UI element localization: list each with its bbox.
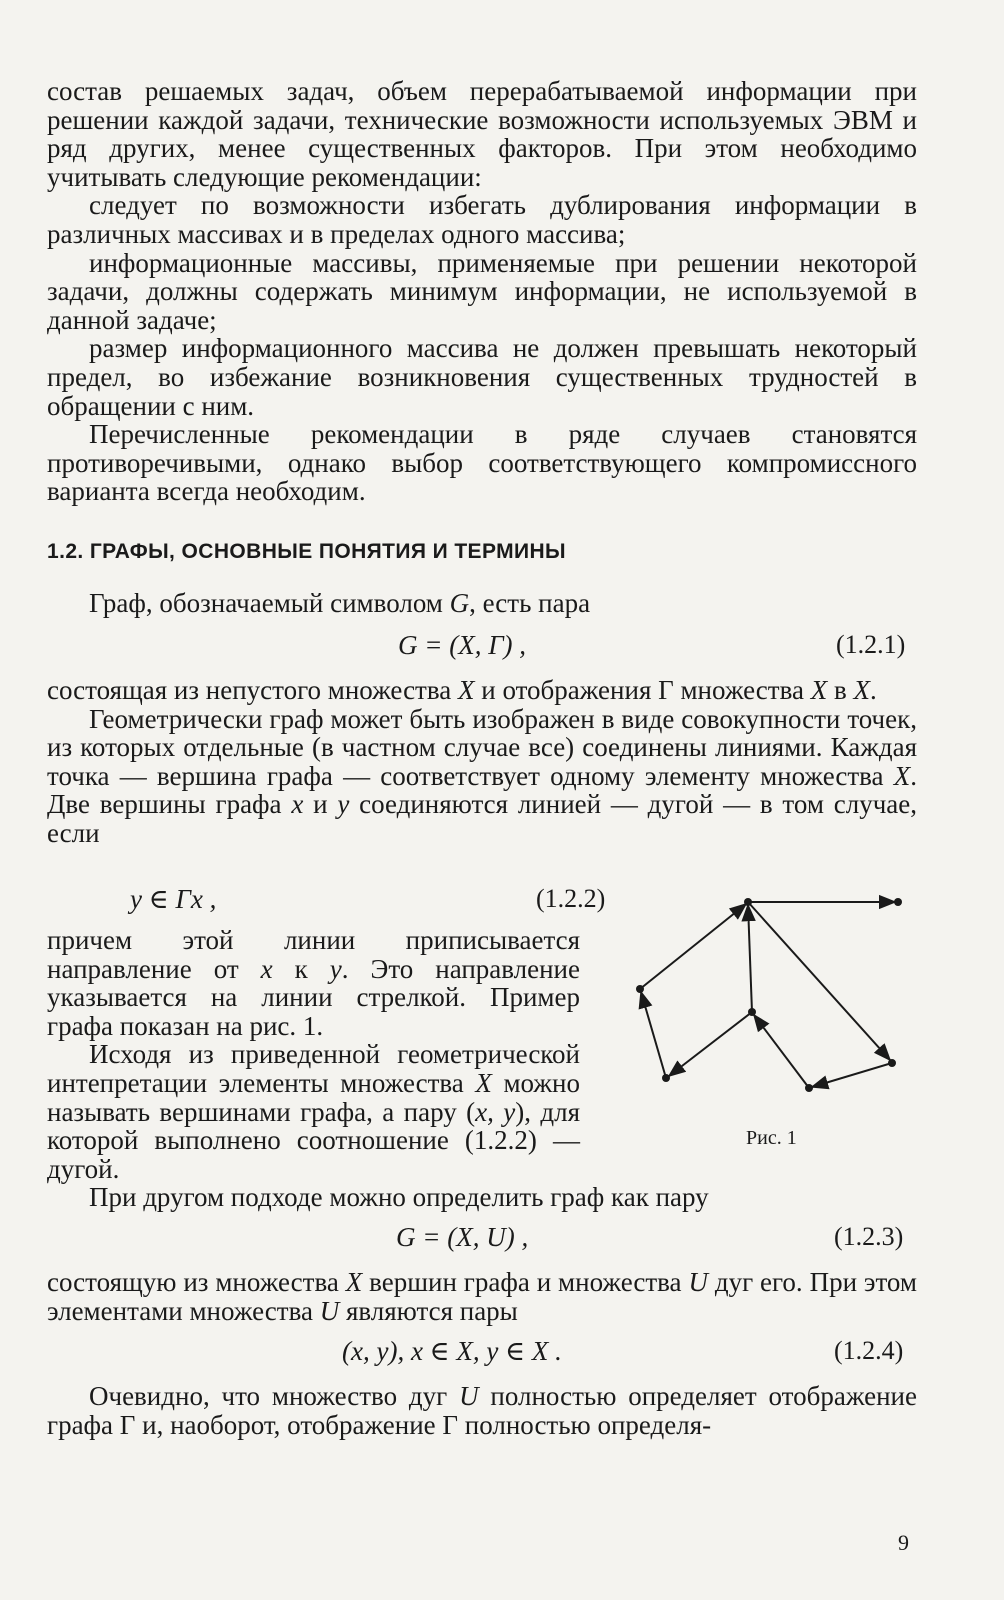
paragraph: При другом подходе можно определить граф как пару (89, 1182, 709, 1212)
text-span: Граф, обозначаемый символом (89, 588, 450, 618)
math-symbol: y (337, 789, 350, 820)
graph-arc (754, 1015, 809, 1088)
paragraph: информационные массивы, применяемые при решении некоторой задачи, должны содержать минимум информации, не используемой в данной задаче; (47, 247, 917, 335)
paragraph (47, 676, 917, 705)
graph-vertex (888, 1059, 896, 1067)
equation-number: (1.2.2) (536, 884, 606, 913)
graph-arc (812, 1063, 892, 1087)
mapping-block (47, 676, 917, 848)
text-span: являются пары (339, 1295, 518, 1326)
math-symbol: X (458, 675, 475, 705)
equation-1-2-4: (x, y), x ∈ X, y ∈ X . (342, 1336, 562, 1366)
graph-figure (628, 888, 918, 1098)
alternative-block (47, 1183, 917, 1212)
section-heading: 1.2. ГРАФЫ, ОСНОВНЫЕ ПОНЯТИЯ И ТЕРМИНЫ (47, 540, 566, 563)
graph-vertex (894, 898, 902, 906)
paragraph (47, 926, 580, 1040)
text-span: . Это направление указывается на линии стрелкой. Пример графа показан на рис. 1. (47, 953, 580, 1041)
graph-vertex (662, 1074, 670, 1082)
text-span: причем этой линии приписывается направление от (47, 925, 580, 984)
paragraph: состав решаемых задач, объем перерабатываемой информации при решении каждой задачи, технические возможности используемых ЭВМ и ряд других, менее существенных факторов. При этом необходимо учитывать следующие рекомендации: (47, 76, 917, 192)
equation-number: (1.2.1) (836, 630, 906, 659)
math-symbol: x (260, 953, 273, 984)
paragraph (47, 589, 917, 618)
graph-arc (640, 904, 746, 989)
text-span: . Две вершины графа (47, 760, 917, 820)
intro-block (47, 77, 917, 506)
graph-vertex (748, 1008, 756, 1016)
arcs-block (47, 1268, 917, 1325)
text-span: ), для которой выполнено соотношение (1.2.2) — дугой. (47, 1096, 581, 1184)
math-symbol: U (319, 1295, 340, 1326)
graph-arc (669, 1012, 752, 1076)
math-symbol: X (475, 1067, 492, 1098)
text-span: и отображения Г множества (474, 675, 811, 705)
text-span: . (869, 675, 877, 705)
graph-vertex (744, 898, 752, 906)
paragraph (47, 1040, 580, 1183)
text-span: можно называть вершинами графа, а пару ( (47, 1067, 580, 1127)
math-symbol: U (688, 1267, 708, 1297)
text-span: соединяются линией — дугой — в том случае, если (47, 789, 917, 848)
text-span: состоящую из множества (47, 1267, 346, 1297)
text-span: Геометрически граф может быть изображен в виде совокупности точек, из которых отдельные (в частном случае все) соединены линиями. Каждая точка — вершина графа — соответствует одному элементу множества (47, 703, 917, 791)
graph-arc (641, 992, 666, 1078)
equation-1-2-1: G = (X, Г) , (398, 630, 527, 660)
paragraph: размер информационного массива не должен превышать некоторый предел, во избежание возникновения существенных трудностей в обращении с ним. (47, 333, 917, 421)
math-symbol: X (893, 760, 911, 791)
text-span: дуг его. При этом элементами множества (47, 1267, 918, 1326)
page-number: 9 (898, 1530, 909, 1555)
conclusion-block (47, 1382, 917, 1439)
math-symbol: X (810, 675, 828, 705)
math-symbol: X (853, 675, 870, 705)
definition-block (47, 589, 917, 618)
equation-1-2-3: G = (X, U) , (396, 1222, 529, 1252)
paragraph (47, 1268, 917, 1325)
equation-number: (1.2.3) (834, 1222, 904, 1251)
math-symbol: y (329, 953, 342, 984)
math-symbol: x (291, 789, 304, 820)
text-span: состоящая из непустого множества (47, 675, 458, 705)
graph-vertex (805, 1084, 813, 1092)
text-span: , есть пара (469, 588, 591, 618)
math-symbol: x, y (475, 1096, 516, 1127)
equation-number: (1.2.4) (834, 1336, 904, 1365)
math-symbol: X (345, 1267, 363, 1297)
paragraph (47, 705, 917, 848)
text-span: и (303, 789, 338, 820)
equation-1-2-2: y ∈ Гx , (130, 884, 217, 914)
text-span: вершин графа и множества (362, 1267, 689, 1297)
text-span: к (272, 953, 330, 984)
math-symbol: G (449, 588, 470, 618)
graph-vertex (636, 985, 644, 993)
paragraph: Перечисленные рекомендации в ряде случаев становятся противоречивыми, однако выбор соответствующего компромиссного варианта всегда необходим. (47, 419, 917, 507)
paragraph: следует по возможности избегать дублирования информации в различных массивах и в пределах одного массива; (47, 190, 917, 249)
text-span: полностью определяет отображение графа Г и, наоборот, отображение Г полностью определя- (47, 1381, 917, 1440)
figure-caption: Рис. 1 (746, 1127, 797, 1149)
math-symbol: U (459, 1381, 479, 1411)
figure-side-block (47, 926, 580, 1183)
text-span: Исходя из приведенной геометрической интепретации элементы множества (47, 1039, 580, 1098)
paragraph (47, 1382, 917, 1439)
graph-arc (748, 905, 752, 1012)
text-span: Очевидно, что множество дуг (89, 1381, 460, 1411)
text-span: в (827, 675, 854, 705)
